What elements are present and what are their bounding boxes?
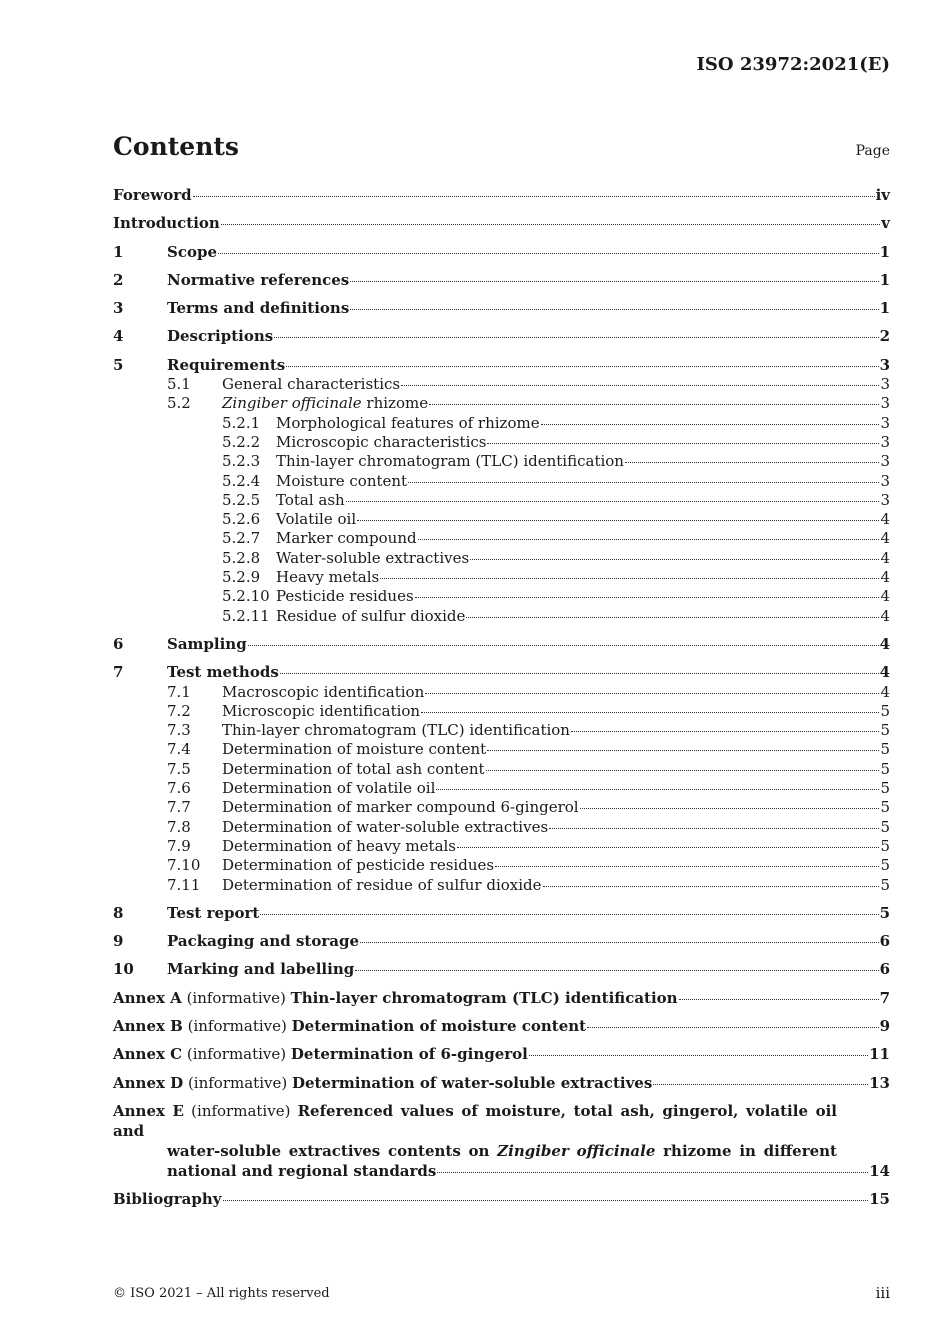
toc-page-number: 5 (880, 721, 890, 740)
toc-page-number: 5 (880, 856, 890, 875)
dot-leader (260, 914, 878, 915)
toc-entry-number: 1 (113, 242, 124, 261)
toc-entry-number: 5.2.7 (222, 529, 261, 548)
annex-type: (informative) (183, 1073, 292, 1092)
toc-entry-number: 5.2.6 (222, 510, 261, 529)
toc-page-number: 5 (880, 875, 890, 894)
annex-type: (informative) (182, 1016, 292, 1035)
toc-entry-number: 7.1 (167, 682, 191, 701)
toc-entry[interactable] (113, 242, 890, 262)
toc-entry[interactable] (113, 740, 890, 759)
toc-entry-title-rest: rhizome (361, 394, 429, 413)
toc-page-number: 4 (879, 634, 890, 653)
toc-entry-number: 5.2.9 (222, 568, 261, 587)
toc-entry[interactable] (113, 818, 890, 837)
toc-entry-number: 5.2.1 (222, 413, 261, 432)
toc-page-number: 5 (879, 903, 890, 922)
toc-entry-number: 5 (113, 355, 124, 374)
toc-entry-number: 5.2.8 (222, 548, 261, 567)
toc-entry-number: 4 (113, 327, 124, 346)
toc-entry-title: Total ash (276, 490, 345, 509)
toc-page-number: 5 (880, 817, 890, 836)
toc-page-number: 6 (879, 960, 890, 979)
toc-entry-number: 7.7 (167, 798, 191, 817)
toc-entry[interactable] (113, 856, 890, 875)
annex-title: Thin-layer chromatogram (TLC) identification (290, 988, 678, 1007)
annex-e-title-1: Referenced values of moisture, total ash, gingerol, volatile oil and (113, 1101, 838, 1140)
toc-entry-number: 5.2.11 (222, 606, 270, 625)
toc-entry[interactable] (113, 903, 890, 923)
toc-page-number: 5 (880, 779, 890, 798)
toc-entry-title: Determination of total ash content (222, 759, 485, 778)
toc-entry[interactable] (113, 959, 890, 979)
dot-leader (495, 866, 879, 867)
toc-entry[interactable] (113, 702, 890, 721)
page-title: Contents (113, 132, 240, 161)
toc-page-number: 4 (880, 510, 890, 529)
toc-entry[interactable] (113, 185, 890, 205)
dot-leader (221, 224, 880, 225)
toc-entry[interactable] (113, 760, 890, 779)
toc-entry-number: 7.2 (167, 701, 191, 720)
toc-entry-title: Thin-layer chromatogram (TLC) identification (222, 721, 570, 740)
toc-page-number: 13 (869, 1073, 890, 1092)
document-id: ISO 23972:2021(E) (696, 54, 890, 75)
annex-e-label: Annex E (113, 1101, 184, 1120)
dot-leader (543, 886, 880, 887)
toc-entry-number: 5.2 (167, 394, 191, 413)
annex-label: Annex B (113, 1016, 183, 1035)
toc-entry[interactable] (113, 529, 890, 548)
toc-entry-title: Macroscopic identification (222, 682, 425, 701)
annex-label: Annex A (113, 988, 182, 1007)
toc-entry-number: 7.5 (167, 759, 191, 778)
toc-page-number: 14 (869, 1161, 890, 1180)
annex-e-title-2b: rhizome in different (655, 1141, 837, 1160)
toc-entry-title: Marker compound (276, 529, 417, 548)
annex-type: (informative) (182, 1045, 291, 1064)
toc-page-number: 4 (880, 587, 890, 606)
toc-entry[interactable] (113, 662, 890, 682)
dot-leader (418, 539, 880, 540)
toc-entry[interactable] (113, 549, 890, 568)
toc-page-number: 4 (880, 548, 890, 567)
page-column-label: Page (855, 143, 890, 159)
dot-leader (346, 501, 880, 502)
toc-entry-title: Descriptions (167, 327, 274, 346)
toc-entry-number: 2 (113, 270, 124, 289)
dot-leader (549, 828, 879, 829)
toc-entry-number: 5.2.4 (222, 471, 261, 490)
toc-entry-title: Determination of moisture content (222, 740, 487, 759)
toc-page-number: 2 (879, 327, 890, 346)
annex-e-type: (informative) (184, 1101, 298, 1120)
toc-entry-title (113, 1016, 586, 1036)
toc-entry-title: Introduction (113, 214, 220, 233)
dot-leader (286, 366, 878, 367)
dot-leader (360, 942, 879, 943)
dot-leader (357, 520, 879, 521)
toc-entry[interactable] (113, 779, 890, 798)
toc-entry-number: 7.8 (167, 817, 191, 836)
toc-entry[interactable] (113, 876, 890, 895)
dot-leader (470, 559, 879, 560)
toc-entry[interactable] (113, 394, 890, 413)
toc-entry-title: Scope (167, 242, 218, 261)
toc-entry-title: Determination of residue of sulfur dioxide (222, 875, 542, 894)
toc-page-number: 3 (880, 452, 890, 471)
toc-page-number: 3 (880, 432, 890, 451)
toc-entry[interactable] (113, 568, 890, 587)
toc-entry-title (113, 1073, 652, 1093)
toc-page-number: 3 (880, 413, 890, 432)
dot-leader (429, 404, 879, 405)
toc-page-number: 3 (880, 375, 890, 394)
toc-entry[interactable] (113, 683, 890, 702)
toc-entry[interactable] (113, 414, 890, 433)
toc-entry[interactable] (113, 298, 890, 318)
toc-page-number: v (881, 214, 890, 233)
annex-title: Determination of 6-gingerol (290, 1045, 528, 1064)
toc-page-number: 4 (880, 682, 890, 701)
toc-page-number: 4 (880, 568, 890, 587)
dot-leader (580, 808, 880, 809)
toc-entry-number: 10 (113, 960, 134, 979)
toc-entry-number: 8 (113, 903, 124, 922)
toc-page-number: 4 (880, 606, 890, 625)
toc-page-number: 1 (879, 299, 890, 318)
toc-entry-title: Foreword (113, 186, 192, 204)
dot-leader (350, 281, 878, 282)
dot-leader (248, 645, 879, 646)
toc-entry-number: 3 (113, 299, 124, 318)
toc-page-number: 3 (880, 471, 890, 490)
toc-entry-title: Test methods (167, 663, 279, 682)
toc-entry-bibliography[interactable] (113, 1189, 890, 1209)
dot-leader (679, 999, 879, 1000)
dot-leader (415, 597, 880, 598)
annex-title: Determination of water-soluble extractives (291, 1073, 653, 1092)
dot-leader (421, 712, 879, 713)
toc-entry-number: 7.11 (167, 875, 201, 894)
toc-entry-title: Normative references (167, 270, 350, 289)
dot-leader (223, 1200, 869, 1201)
toc-entry[interactable] (113, 587, 890, 606)
toc-entry-annex-e[interactable] (113, 1101, 890, 1181)
toc-entry-number: 7.10 (167, 856, 201, 875)
toc-entry-number: 7.6 (167, 779, 191, 798)
toc-page-number: 5 (880, 740, 890, 759)
toc-entry-number: 5.2.5 (222, 490, 261, 509)
toc-entry-title: Morphological features of rhizome (276, 413, 540, 432)
annex-e-title-3: national and regional standards (167, 1161, 437, 1180)
toc-page-number: 4 (880, 529, 890, 548)
dot-leader (587, 1027, 878, 1028)
toc-entry-title: Marking and labelling (167, 960, 355, 979)
dot-leader (350, 309, 878, 310)
toc-entry-title (113, 1044, 528, 1064)
dot-leader (355, 970, 878, 971)
toc-entry[interactable] (113, 510, 890, 529)
toc-entry[interactable] (113, 607, 890, 626)
toc-page-number: 3 (880, 394, 890, 413)
toc-entry-title: Test report (167, 903, 260, 922)
toc-entry-number: 7 (113, 663, 124, 682)
toc-entry-number: 9 (113, 932, 124, 951)
toc-entry[interactable] (113, 491, 890, 510)
toc-entry[interactable] (113, 931, 890, 951)
annex-label: Annex D (113, 1073, 184, 1092)
toc-entry-title: Requirements (167, 355, 286, 374)
annex-title: Determination of moisture content (291, 1016, 587, 1035)
toc-entry[interactable] (113, 1073, 890, 1093)
toc-entry[interactable] (113, 1016, 890, 1036)
dot-leader (274, 337, 878, 338)
dot-leader (487, 443, 879, 444)
toc-page-number: 3 (879, 355, 890, 374)
toc-entry[interactable] (113, 213, 890, 233)
dot-leader (529, 1055, 868, 1056)
toc-entry-number: 5.1 (167, 375, 191, 394)
toc-entries (113, 185, 890, 1093)
toc-page-number: iv (875, 186, 890, 204)
toc-entry-title: Terms and definitions (167, 299, 350, 318)
toc-entry-title: Determination of heavy metals (222, 836, 457, 855)
toc-entry[interactable] (113, 270, 890, 290)
toc-entry[interactable] (113, 472, 890, 491)
dot-leader (466, 617, 879, 618)
table-of-contents (113, 185, 890, 1209)
dot-leader (625, 462, 879, 463)
toc-entry-number: 5.2.3 (222, 452, 261, 471)
toc-entry[interactable] (113, 634, 890, 654)
toc-page-number: 7 (879, 988, 890, 1007)
toc-entry[interactable] (113, 1044, 890, 1064)
toc-page-number: 5 (880, 836, 890, 855)
toc-entry-title: Determination of marker compound 6-gingerol (222, 798, 579, 817)
toc-page-number: 3 (880, 490, 890, 509)
toc-entry-title: Packaging and storage (167, 932, 360, 951)
toc-page-number: 5 (880, 798, 890, 817)
dot-leader (653, 1084, 868, 1085)
annex-e-title-2-italic: Zingiber officinale (497, 1141, 656, 1160)
dot-leader (280, 673, 879, 674)
toc-entry-title: Determination of water-soluble extractives (222, 817, 549, 836)
toc-page-number: 11 (869, 1045, 890, 1064)
toc-entry[interactable] (113, 721, 890, 740)
toc-entry-title: Bibliography (113, 1189, 222, 1208)
toc-entry-title: General characteristics (222, 375, 401, 394)
dot-leader (425, 693, 879, 694)
dot-leader (541, 424, 880, 425)
dot-leader (486, 770, 880, 771)
dot-leader (401, 385, 879, 386)
toc-entry[interactable] (113, 433, 890, 452)
annex-e-line-2 (113, 1141, 837, 1161)
toc-entry-title: Volatile oil (276, 510, 357, 529)
dot-leader (487, 750, 879, 751)
annex-e-line-3 (113, 1161, 890, 1181)
toc-page-number: 1 (879, 270, 890, 289)
toc-page-number: 6 (879, 932, 890, 951)
toc-entry-number: 6 (113, 634, 124, 653)
footer-copyright: © ISO 2021 – All rights reserved (113, 1286, 330, 1301)
toc-entry-title: Moisture content (276, 471, 408, 490)
toc-page-number: 1 (879, 242, 890, 261)
toc-entry[interactable] (113, 798, 890, 817)
toc-entry[interactable] (113, 375, 890, 394)
footer-page-number: iii (875, 1284, 890, 1302)
toc-entry[interactable] (113, 452, 890, 471)
dot-leader (457, 847, 879, 848)
toc-page-number: 5 (880, 759, 890, 778)
toc-entry[interactable] (113, 355, 890, 375)
dot-leader (571, 731, 879, 732)
toc-entry-title: Microscopic characteristics (276, 432, 487, 451)
toc-page-number: 5 (880, 701, 890, 720)
toc-entry-title: Water-soluble extractives (276, 548, 470, 567)
annex-type: (informative) (181, 988, 291, 1007)
toc-entry-title-italic: Zingiber officinale (222, 394, 362, 413)
toc-page-number: 9 (879, 1016, 890, 1035)
toc-page-number: 4 (879, 663, 890, 682)
toc-entry-number: 7.4 (167, 740, 191, 759)
toc-entry-title: Thin-layer chromatogram (TLC) identification (276, 452, 624, 471)
annex-e-title-2a: water-soluble extractives contents on (167, 1141, 498, 1160)
toc-entry-title (222, 394, 428, 413)
toc-entry[interactable] (113, 837, 890, 856)
toc-entry-number: 5.2.10 (222, 587, 270, 606)
toc-entry[interactable] (113, 326, 890, 346)
toc-entry-title: Determination of pesticide residues (222, 856, 495, 875)
toc-entry-number: 7.9 (167, 836, 191, 855)
toc-entry-title: Residue of sulfur dioxide (276, 606, 466, 625)
dot-leader (408, 482, 879, 483)
toc-entry[interactable] (113, 988, 890, 1008)
toc-entry-title: Pesticide residues (276, 587, 414, 606)
dot-leader (436, 789, 879, 790)
annex-label: Annex C (113, 1045, 183, 1064)
annex-e-line-1 (113, 1101, 837, 1141)
toc-entry-title: Determination of volatile oil (222, 779, 436, 798)
toc-entry-number: 7.3 (167, 721, 191, 740)
dot-leader (218, 253, 879, 254)
toc-page-number: 15 (869, 1189, 890, 1208)
toc-entry-title: Microscopic identification (222, 701, 421, 720)
toc-entry-title: Heavy metals (276, 568, 380, 587)
toc-entry-number: 5.2.2 (222, 432, 261, 451)
toc-entry-title: Sampling (167, 634, 247, 653)
dot-leader (193, 196, 875, 197)
dot-leader (380, 578, 879, 579)
dot-leader (437, 1172, 868, 1173)
toc-entry-title (113, 988, 678, 1008)
